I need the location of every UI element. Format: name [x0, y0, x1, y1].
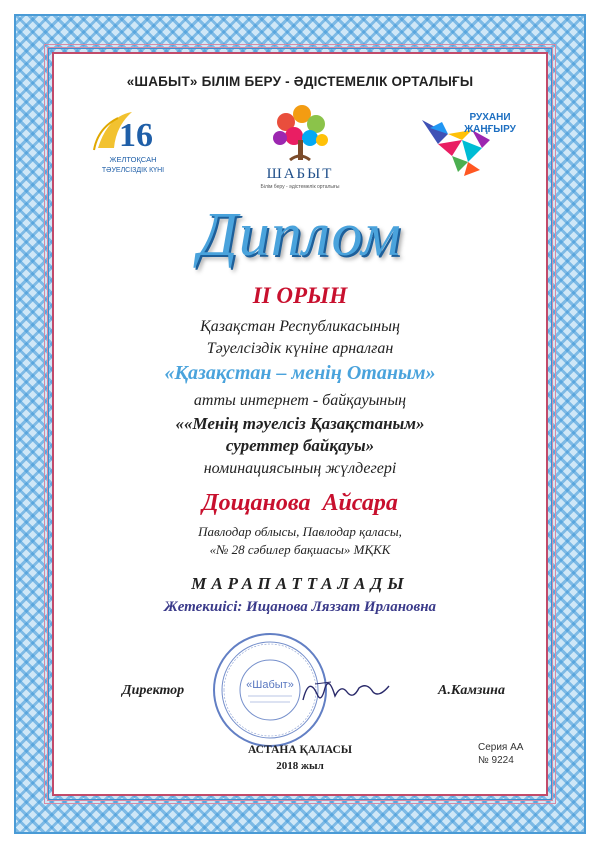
- director-label: Директор: [122, 683, 185, 698]
- competition-type: атты интернет - байқауының: [193, 392, 407, 409]
- shabyt-logo: [250, 100, 350, 192]
- independence-day-logo: [88, 108, 178, 178]
- supervisor-name: Жетекшісі: Ищанова Ляззат Ирлановна: [163, 599, 437, 615]
- shabyt-logo-name: ШАБЫТ: [266, 166, 334, 182]
- place-label: II ОРЫН: [252, 283, 348, 308]
- year-label: 2018 жыл: [276, 760, 324, 772]
- rukhani-line2: ЖАҢҒЫРУ: [464, 124, 516, 135]
- director-name: А.Камзина: [438, 683, 505, 698]
- dedication-line2: Тәуелсіздік күніне арналған: [206, 340, 394, 357]
- nomination-line2: суреттер байқауы»: [225, 436, 375, 455]
- stamp-center-text: «Шабыт»: [246, 679, 294, 691]
- address-line1: Павлодар облысы, Павлодар қаласы,: [198, 524, 402, 539]
- shabyt-logo-tagline: Білім беру - әдістемелік орталығы: [260, 184, 340, 190]
- diploma-title: Диплом: [198, 201, 402, 269]
- city-label: АСТАНА ҚАЛАСЫ: [247, 744, 353, 756]
- nomination-suffix: номинациясының жүлдегері: [203, 460, 397, 477]
- recipient-name: Дощанова Айсара: [202, 490, 398, 516]
- series-block: [478, 741, 523, 767]
- logo-line2: ТӘУЕЛСІЗДІК КҮНІ: [101, 167, 165, 174]
- logo-line1: ЖЕЛТОҚСАН: [109, 155, 157, 164]
- awarded-label: МАРАПАТТАЛАДЫ: [191, 574, 409, 593]
- rukhani-line1: РУХАНИ: [469, 112, 511, 123]
- rukhani-zhangyru-logo: [418, 100, 526, 178]
- address-line2: «№ 28 сәбилер бақшасы» МҚКК: [209, 542, 391, 557]
- series-label: Серия АА: [478, 742, 524, 753]
- organization-name: «ШАБЫТ» БІЛІМ БЕРУ - ӘДІСТЕМЕЛІК ОРТАЛЫҒЫ: [126, 74, 474, 89]
- dedication-line1: Қазақстан Республикасының: [200, 318, 400, 335]
- nomination-line1: ««Менің тәуелсіз Қазақстаным»: [175, 414, 425, 433]
- series-number: № 9224: [478, 755, 514, 766]
- competition-name: «Қазақстан – менің Отаным»: [164, 362, 436, 384]
- director-signature: [295, 670, 395, 710]
- logo-number: 16: [119, 117, 153, 154]
